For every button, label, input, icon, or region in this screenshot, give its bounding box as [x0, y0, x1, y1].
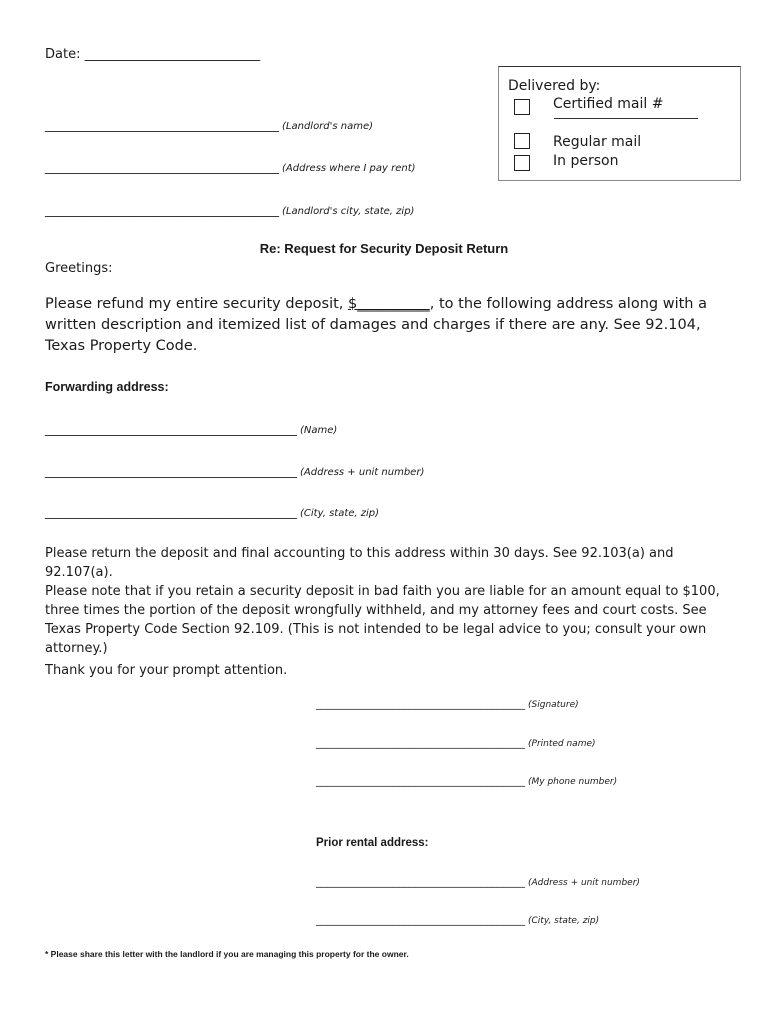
printed-name-field[interactable] — [316, 736, 596, 749]
in-person-checkbox[interactable] — [514, 155, 530, 171]
forwarding-city-field[interactable] — [45, 505, 379, 519]
refund-text-after: , to the following address along with a written description and itemized list of damages and charges if there are any. See 92.104, Texas Property Code. — [45, 296, 707, 354]
landlord-city-line[interactable]: _______________________________________ — [45, 203, 279, 217]
landlord-address-field[interactable] — [45, 160, 416, 174]
regular-mail-checkbox[interactable] — [514, 133, 530, 149]
forwarding-city-line[interactable]: __________________________________________ — [45, 505, 297, 519]
prior-city-line[interactable]: ______________________________________ — [316, 913, 525, 926]
deposit-amount-blank[interactable]: $__________ — [348, 296, 430, 312]
landlord-address-hint: (Address where I pay rent) — [282, 163, 416, 174]
landlord-address-line[interactable]: _______________________________________ — [45, 160, 279, 174]
prior-address-heading: Prior rental address: — [316, 837, 429, 849]
prior-address-line[interactable]: ______________________________________ — [316, 875, 525, 888]
landlord-city-field[interactable] — [45, 203, 414, 217]
date-line[interactable]: ___________________________ — [84, 47, 261, 62]
forwarding-name-hint: (Name) — [300, 425, 338, 436]
greeting: Greetings: — [45, 261, 113, 276]
landlord-city-hint: (Landlord's city, state, zip) — [282, 206, 415, 217]
prior-city-field[interactable] — [316, 913, 599, 926]
footnote: * Please share this letter with the landlord if you are managing this property for the owner. — [45, 949, 409, 959]
in-person-label: In person — [553, 153, 619, 169]
delivery-title: Delivered by: — [508, 78, 601, 94]
signature-field[interactable] — [316, 697, 579, 710]
prior-address-field[interactable] — [316, 875, 640, 888]
forwarding-address-line[interactable]: __________________________________________ — [45, 464, 297, 478]
signature-line[interactable]: ______________________________________ — [316, 697, 525, 710]
certified-mail-checkbox[interactable] — [514, 99, 530, 115]
forwarding-address-hint: (Address + unit number) — [300, 467, 425, 478]
landlord-name-line[interactable]: _______________________________________ — [45, 118, 279, 132]
prior-address-hint: (Address + unit number) — [528, 878, 640, 888]
certified-mail-number-line[interactable] — [554, 118, 698, 119]
landlord-name-field[interactable] — [45, 118, 373, 132]
phone-number-hint: (My phone number) — [528, 777, 618, 787]
thanks-line: Thank you for your prompt attention. — [45, 663, 288, 678]
return-paragraph: Please return the deposit and final accounting to this address within 30 days. See 92.103(a) and 92.107(a). — [45, 546, 674, 580]
forwarding-heading: Forwarding address: — [45, 380, 169, 394]
subject-line: Re: Request for Security Deposit Return — [259, 241, 509, 256]
forwarding-name-field[interactable] — [45, 422, 337, 436]
refund-text-before: Please refund my entire security deposit, — [45, 296, 349, 312]
date-field[interactable] — [45, 47, 260, 62]
phone-number-line[interactable]: ______________________________________ — [316, 774, 525, 787]
regular-mail-label: Regular mail — [553, 134, 642, 150]
printed-name-line[interactable]: ______________________________________ — [316, 736, 525, 749]
printed-name-hint: (Printed name) — [528, 739, 596, 749]
phone-number-field[interactable] — [316, 774, 617, 787]
forwarding-address-field[interactable] — [45, 464, 424, 478]
delivery-method-box — [498, 66, 741, 181]
refund-paragraph — [45, 294, 735, 357]
bad-faith-paragraph: Please note that if you retain a security deposit in bad faith you are liable for an amount equal to $100, three times the portion of the deposit wrongfully withheld, and my attorney fees and court costs. See Texas Property Code Section 92.109. (This is not intended to be legal advice to you; consult your own attorney.) — [45, 584, 720, 656]
certified-mail-label: Certified mail # — [553, 96, 664, 112]
forwarding-name-line[interactable]: __________________________________________ — [45, 422, 297, 436]
prior-city-hint: (City, state, zip) — [528, 916, 600, 926]
forwarding-city-hint: (City, state, zip) — [300, 508, 380, 519]
date-label: Date: — [45, 47, 81, 62]
landlord-name-hint: (Landlord's name) — [282, 121, 374, 132]
signature-hint: (Signature) — [528, 700, 579, 710]
